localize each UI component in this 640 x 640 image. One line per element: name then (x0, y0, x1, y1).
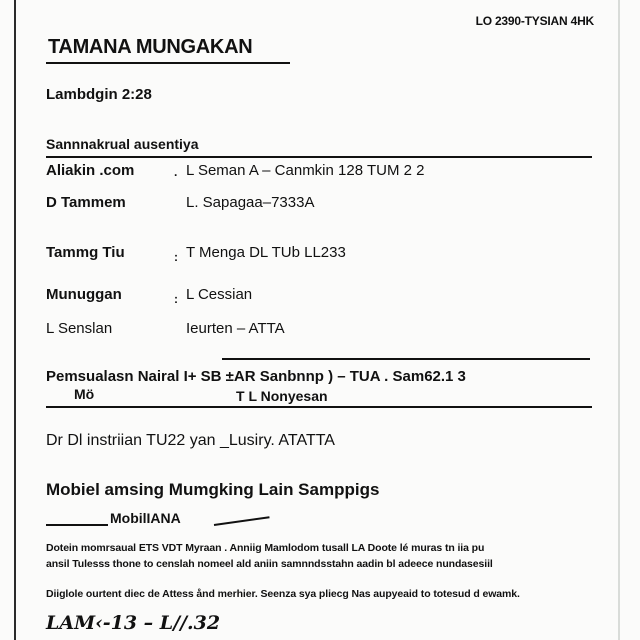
signature-line: LAM‹-13 – L//.32 (46, 612, 221, 634)
field-value: L Cessian (186, 286, 253, 303)
title-underline (46, 62, 290, 64)
document-subtitle: Lambdgin 2:28 (46, 86, 152, 103)
section-divider (46, 156, 592, 158)
paragraph-line: Dotein momrsaual ETS VDT Myraan . Anniig Mamlodom tusall LA Doote lé muras tn iia pu (46, 542, 485, 554)
field-label: Munuggan (46, 286, 122, 303)
field-value: Ieurten – ATTA (186, 320, 285, 337)
paragraph-line: ansil Tulesss thone to censlah nomeel ald aniin samnndsstahn aadin bl adeece nundasesiil (46, 558, 493, 570)
field-row (46, 320, 606, 344)
summary-subline-value: T L Nonyesan (236, 388, 328, 404)
reference-code: LO 2390-TYSIAN 4HK (475, 14, 594, 28)
field-row (46, 244, 606, 268)
doctor-line: Dr Dl instriian TU22 yan _Lusiry. ATATTA (46, 432, 335, 449)
subheading-rule-left (46, 524, 108, 526)
field-label: L Senslan (46, 320, 113, 337)
field-label: D Tammem (46, 194, 126, 211)
summary-line: Pemsualasn Nairal I+ SB ±AR Sanbnnp ) – TUA . Sam62.1 3 (46, 368, 466, 385)
page-left-edge (14, 0, 16, 640)
mobile-heading: Mobiel amsing Mumgking Lain Samppigs (46, 480, 380, 499)
summary-subline-label: Mö (74, 386, 95, 402)
mobile-subheading-block (46, 510, 276, 530)
field-dot: : (174, 250, 178, 264)
field-row (46, 286, 606, 310)
field-label: Tammg Tiu (46, 244, 125, 261)
summary-top-rule (222, 358, 590, 360)
paragraph-line: Diiglole ourtent diec de Attess ånd merhier. Seenza sya pliecg Nas aupyeaid to totesud d ewamk. (46, 588, 520, 600)
field-value: L Seman A – Canmkin 128 TUM 2 2 (186, 162, 425, 179)
field-row (46, 194, 606, 218)
field-value: L. Sapagaa–7333A (186, 194, 315, 211)
section-label: Sannnakrual ausentiya (46, 136, 199, 152)
field-dot: · (174, 168, 178, 182)
field-row (46, 162, 606, 186)
subheading-rule-right (214, 516, 270, 526)
mobile-subheading: MobilIANA (110, 510, 181, 526)
field-dot: : (174, 292, 178, 306)
field-value: T Menga DL TUb LL233 (186, 244, 346, 261)
summary-bottom-rule (46, 406, 592, 408)
document-title: TAMANA MUNGAKAN (48, 36, 253, 58)
field-label: Aliakin .com (46, 162, 135, 179)
page-right-edge (618, 0, 620, 640)
